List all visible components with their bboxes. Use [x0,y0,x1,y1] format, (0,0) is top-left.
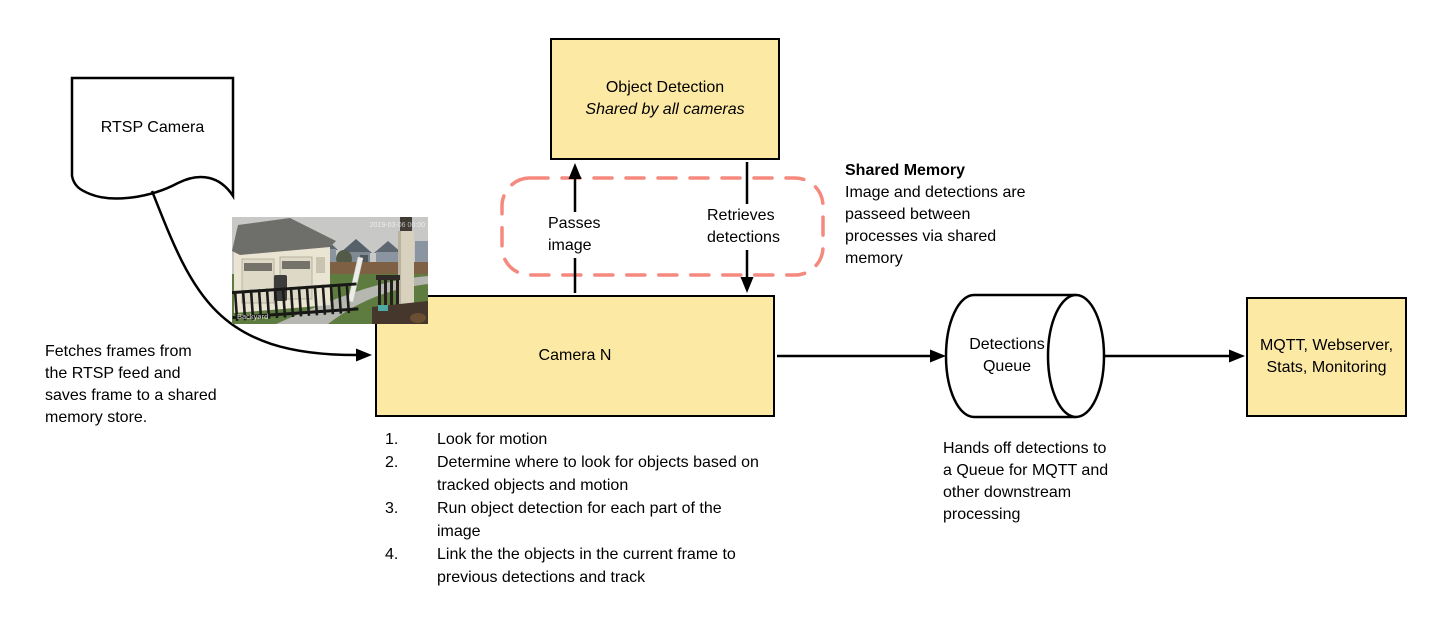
detections-queue-label: Detections Queue [969,336,1045,375]
arrowhead-queue-to-outputs [1229,350,1245,363]
fetch-note: Fetches frames from the RTSP feed and saves frame to a shared memory store. [45,343,217,426]
object-detection-title: Object Detection [605,79,725,96]
snapshot-camera-name-overlay: Backyard [237,312,269,321]
step-text: Determine where to look for objects based on tracked objects and motion [437,454,759,494]
shared-memory-note [845,160,1041,270]
camera-snapshot-scene [232,217,428,324]
arrowhead-retrieves-detections [741,277,754,293]
step-number: 3. [385,500,399,517]
camera-n-step [385,451,765,497]
outputs-label: MQTT, Webserver, Stats, Monitoring [1259,337,1394,376]
step-text: Look for motion [437,431,548,448]
shared-memory-note-title: Shared Memory [845,162,966,179]
passes-image-label: Passes image [546,212,612,258]
rtsp-camera-label: RTSP Camera [100,119,205,136]
object-detection-node[interactable] [550,38,780,160]
retrieves-detections-label: Retrieves detections [705,204,791,250]
step-number: 4. [385,546,399,563]
camera-n-step [385,543,765,589]
arrowhead-rtsp-to-camera [356,349,372,362]
snapshot-timestamp-overlay: 2019-03-06 00:00 [369,222,425,229]
handoff-note: Hands off detections to a Queue for MQTT and other downstream processing [943,440,1109,523]
step-text: Link the the objects in the current frame to previous detections and track [437,546,736,586]
arrowhead-passes-image [569,163,582,179]
arrowhead-camera-to-queue [930,350,946,363]
step-number: 2. [385,454,399,471]
camera-n-node[interactable] [375,295,775,417]
camera-snapshot-image [232,217,428,324]
camera-n-step [385,428,765,451]
camera-n-step [385,497,765,543]
shared-memory-note-body: Image and detections are passeed between processes via shared memory [845,184,1026,267]
outputs-node[interactable] [1246,297,1407,417]
step-number: 1. [385,431,399,448]
camera-n-label: Camera N [538,347,612,364]
camera-n-steps-list [385,428,765,589]
step-text: Run object detection for each part of the image [437,500,722,540]
object-detection-subtitle: Shared by all cameras [585,101,745,118]
